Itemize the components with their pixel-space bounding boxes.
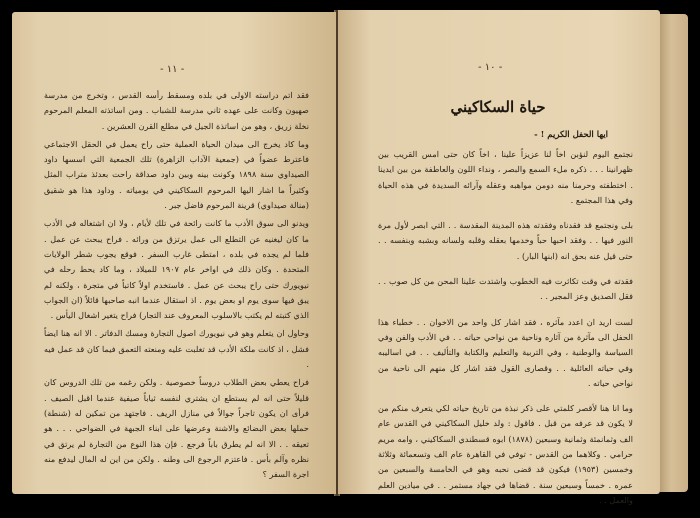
section-heading: ايها الحفل الكريم ! - xyxy=(534,130,608,140)
left-page xyxy=(12,12,336,494)
page-stack-edge xyxy=(660,14,688,492)
left-page-body xyxy=(44,88,309,485)
right-page xyxy=(338,10,660,505)
right-paragraph-5: وما انا هنا لأقصر كلمتي على ذكر نبذة من تاريخ حياته لكي يتعرف منكم من لا يكون قد عرفه من قبل . فاقول : ولد خليل السكاكيني في القدس عام الف وثمانمئة وثمانية وسبعين (١٨٧٨) ابوه قسطندي السكاكيني ، وامه مريم حرامي . وكلاهما من القدس - توفي في القاهرة عام الف وتسعمائة وثلاثة وخمسين (١٩٥٣) فيكون قد قضى نحبه وهو في الخامسة والسبعين من عمره . خمساً وسبعين سنة . قضاها في جهاد مستمر . . في ميادين العلم والعمل . . xyxy=(378,403,633,505)
left-page-number: - ١١ - xyxy=(160,64,185,75)
right-paragraph-2: بلى ونجتمع قد فقدناه وفقدته هذه المدينة المقدسة . . التي ابصر لأول مرة النور فيها . . وفقد احبها حباً وخدمها بعقله وقلبه ولسانه وبشبه وبنفسه . . حتى قيل عنه بحق انه (ابنها البار) . xyxy=(378,220,633,261)
chapter-title: حياة السكاكيني xyxy=(450,98,546,116)
right-paragraph-3: فقدته في وقت تكاثرت فيه الخطوب واشتدت علينا المحن من كل صوب . . فقل الصديق وعز المجير . . xyxy=(378,276,633,302)
left-paragraph-3: ويدنو الى سوق الأدب ما كانت رائحة في تلك لأيام ، ولا ان اشتغاله في الأدب ما كان ليغنيه عن التطلع الى عمل يرتزق من ورائه . فراح يبحث عن عمل . فلما لم يجده في بلده ، امتطى غارب السفر . فوقع يجوب شطر الولايات المتحدة . وكان ذلك في اواخر عام ١٩٠٧ للميلاد ، وما كاد يحط رحله في نيويورك حتى راح يبحث عن عمل . فاستخدم اولاً كاتباً في متجرة ، ولكنه لم يبق فيها سوى يوم او بعض يوم . اذ استقال عندما انبه صاحبها قائلاً (ان الجواب الذي كتبته لم يكتب بالاسلوب المعروف عند التجار) فراح يتغير اشغال اليأس . xyxy=(44,218,309,321)
left-paragraph-5: فراح يعطي بعض الطلاب دروساً خصوصية . ولكن رغمه من تلك الدروس كان قليلاً حتى انه لم يستطع ان يشتري لنفسه ثياباً صيفية عندما اقبل الصيف . فرأى ان يكون تاجراً جوالاً في منازل الريف . فاجتهد من تمكين له (شنطة) حملها بعض البضائع والاشنة وعرضها على ابناء الجبهة في الضواحي . . . هو تعيقه . . الا انه لم يطرق باباً فرجع . فإن هذا النوع من التجارة لم يرتق في نظره وآلم بأس . فاعتزم الرجوع الى وطنه . ولكن من اين له المال ليدفع منه اجرة السفر ؟ xyxy=(44,377,309,480)
left-paragraph-4: وحاول ان يتعلم وهو في نيويورك اصول التجارة ومسك الدفاتر . الا انه هنا ايضاً فشل ، اذ كانت ملكة الأدب قد تغلبت عليه ومنعته التعمق فيما كان قد عمل فيه . xyxy=(44,328,309,370)
left-paragraph-2: وما كاد يخرج الى ميدان الحياة العملية حتى راح يعمل في الحقل الاجتماعي فاعترط عضواً في (جمعية الآداب الزاهرة) تلك الجمعية التي اسسها داود الصيداوي سنة ١٨٩٨ وكونت بينه وبين داود صداقة راحت بعدئذ متراب المثل وكثيراً ما اشار اليها المرحوم السكاكيني في يومياته . وداود هذا هو شقيق (منالة صيداوي) قرينة المرحوم فاضل جبر . xyxy=(44,138,310,211)
right-page-body xyxy=(378,147,633,518)
right-paragraph-1: نجتمع اليوم لنؤبن اخاً لنا عزيزاً علينا ، اخاً كان حتى امس القريب بين ظهرانينا . . . ذكره ملء السمع والبصر ، ونداء اللون والعاطفة من بين ايدينا . اختطفته وحرمنا منه دومن مواهبه وعقله وآرائه السديدة في هذه الحياة وفي هذا المجتمع . xyxy=(378,149,633,205)
left-paragraph-1: فقد اتم دراسته الاولى في بلده ومسقط رأسه القدس ، وتخرج من مدرسة صهيون وكانت على عهده ثاني مدرسة للشباب . ومن اساتذته المعلم المرحوم نخلة زريق ، وهو من اساتذة الجيل في مطلع القرن العشرين . xyxy=(44,90,309,131)
right-page-number: - ١٠ - xyxy=(478,62,503,73)
right-paragraph-4: لست اريد ان اعدد مآثره ، فقد اشار كل واحد من الاخوان . . خطباء هذا الحفل الى مآثرة من آثاره وناحية من نواحي حياته . . في الأدب والفن وفي السياسة والوطنية ، وفي التربية والتعليم والكتابة والتأليف . . في اساليبه وفي حياته العائلية . . وقصارى القول فقد اشار كل منهم الى ناحية من نواحي حياته . xyxy=(378,316,633,388)
